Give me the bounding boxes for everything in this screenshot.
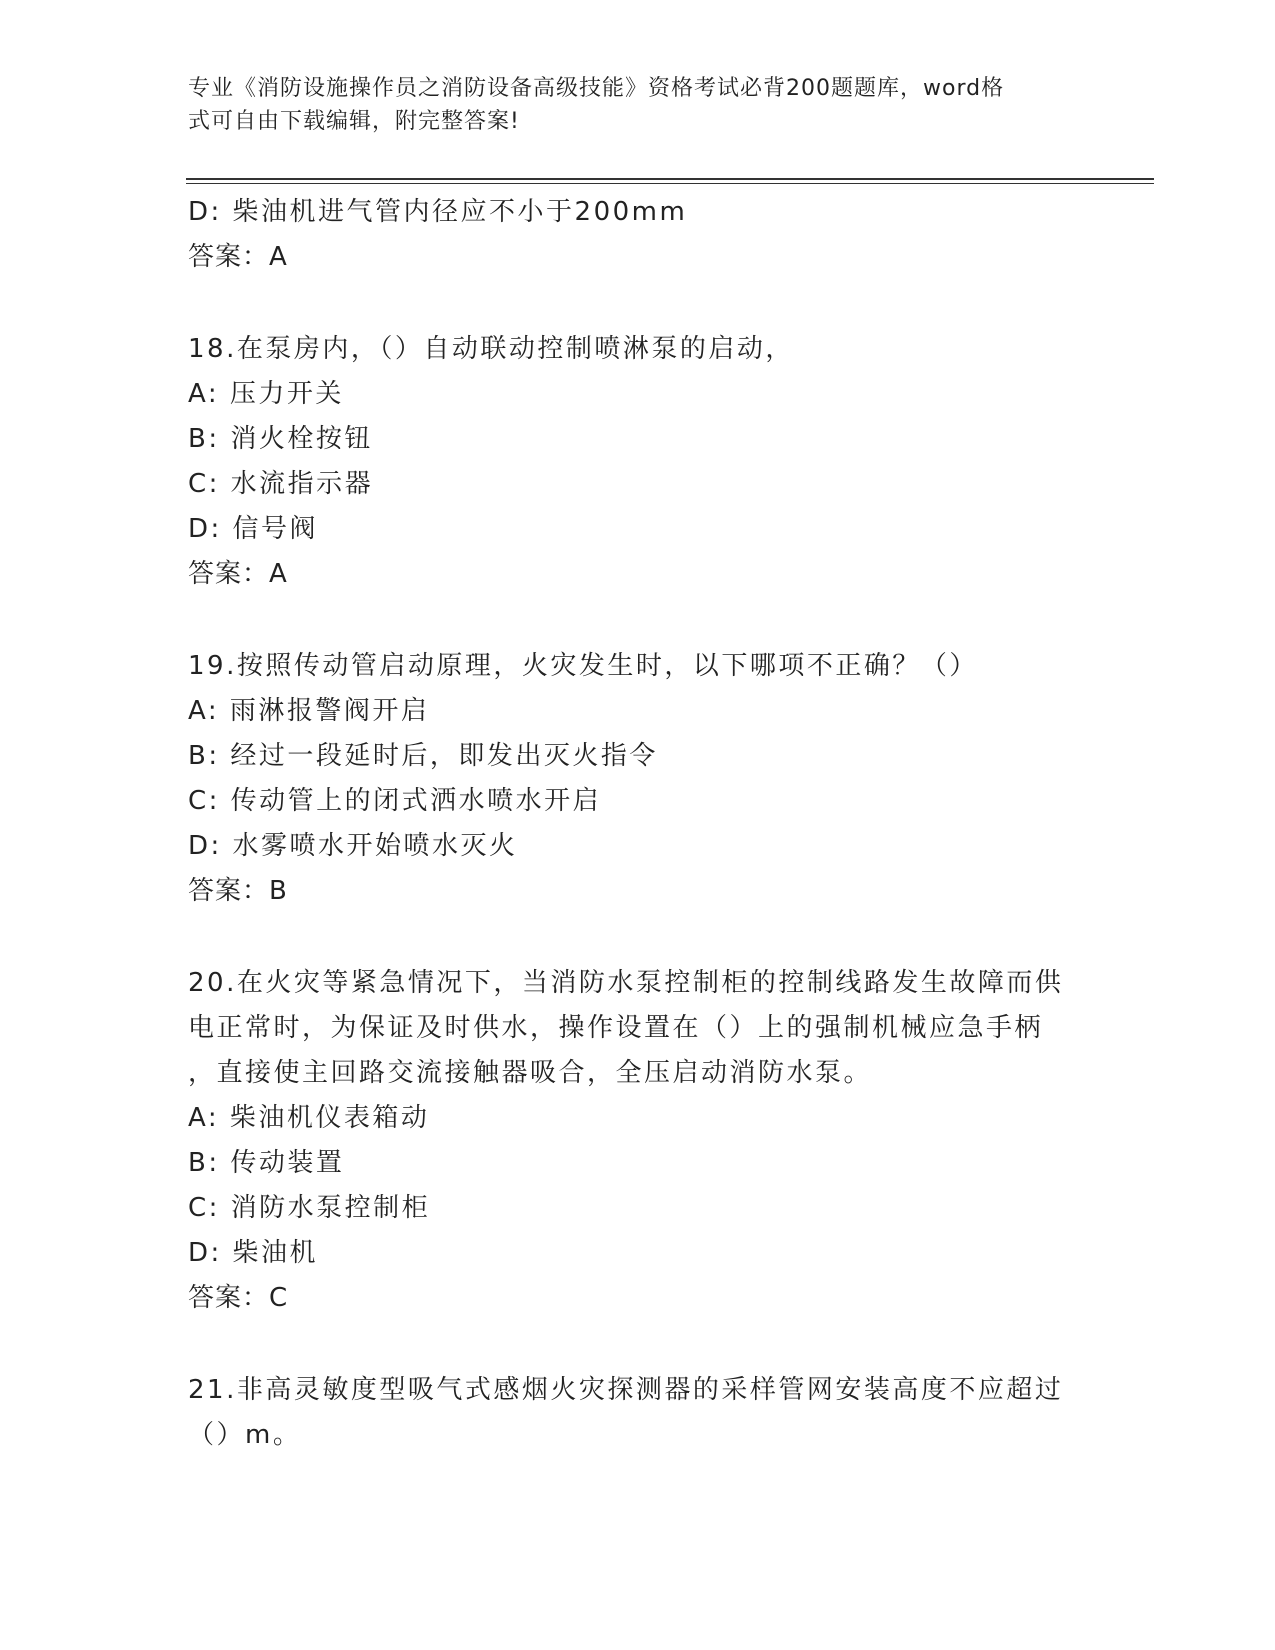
option-line: C: 消防水泵控制柜 [188,1193,431,1223]
header-line-2: 式可自由下载编辑，附完整答案! [188,109,520,134]
option-line: B: 消火栓按钮 [188,424,373,454]
answer-line: 答案：C [188,1283,289,1313]
header-line-1: 专业《消防设施操作员之消防设备高级技能》资格考试必背200题题库，word格 [188,76,1005,101]
answer-line: 答案：A [188,559,288,589]
option-line: C: 水流指示器 [188,469,374,499]
option-line: C: 传动管上的闭式洒水喷水开启 [188,786,602,816]
option-line: D: 水雾喷水开始喷水灭火 [188,831,518,861]
question-text: ，直接使主回路交流接触器吸合，全压启动消防水泵。 [188,1058,873,1088]
option-line: B: 传动装置 [188,1148,345,1178]
question-block [188,1368,1088,1458]
header-divider-thick [186,178,1154,180]
option-line: A: 雨淋报警阀开启 [188,696,430,726]
option-line: B: 经过一段延时后，即发出灭火指令 [188,741,658,771]
question-text: 21.非高灵敏度型吸气式感烟火灾探测器的采样管网安装高度不应超过 [188,1375,1064,1405]
question-text: 20.在火灾等紧急情况下，当消防水泵控制柜的控制线路发生故障而供 [188,968,1064,998]
question-list [188,190,1088,1458]
question-block [188,190,1088,280]
question-block [188,327,1088,597]
question-text: （）m。 [188,1420,302,1450]
option-line: D: 柴油机 [188,1238,319,1268]
question-text: 电正常时，为保证及时供水，操作设置在（）上的强制机械应急手柄 [188,1013,1044,1043]
answer-line: 答案：B [188,876,288,906]
option-line: D: 信号阀 [188,514,319,544]
document-header [188,72,1068,138]
question-block [188,644,1088,914]
option-line: A: 压力开关 [188,379,344,409]
question-text: 19.按照传动管启动原理，火灾发生时，以下哪项不正确？（） [188,651,978,681]
answer-line: 答案：A [188,242,288,272]
question-block [188,961,1088,1321]
option-line: A: 柴油机仪表箱动 [188,1103,430,1133]
question-text: 18.在泵房内，（）自动联动控制喷淋泵的启动， [188,334,794,364]
header-divider-thin [186,183,1154,184]
option-line: D: 柴油机进气管内径应不小于200mm [188,197,688,227]
